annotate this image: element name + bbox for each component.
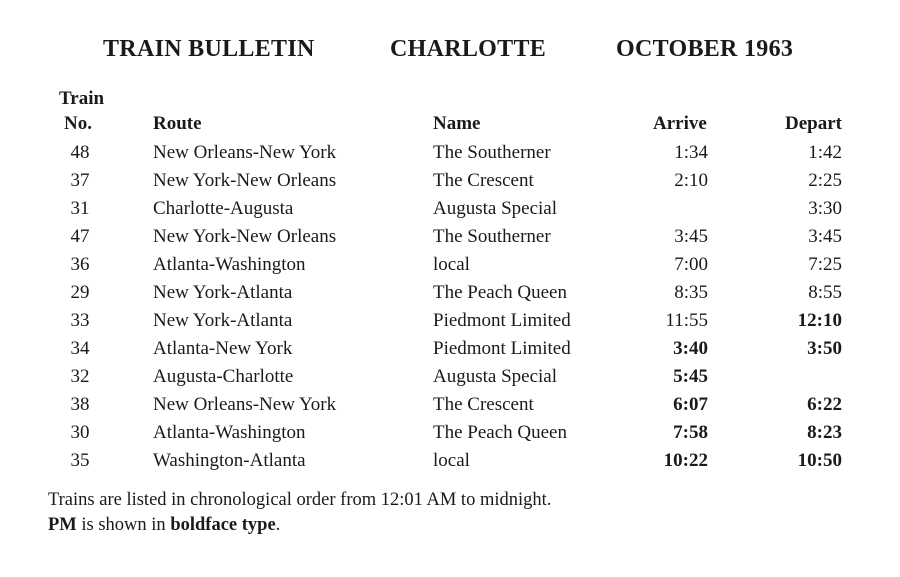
train-route: New York-New Orleans <box>153 226 337 247</box>
arrive-time: 7:00 <box>674 254 708 275</box>
footnote-bold-text: boldface type <box>170 515 276 535</box>
train-number: 37 <box>70 170 90 191</box>
footnote-line-2 <box>48 513 551 538</box>
depart-time: 10:50 <box>797 450 842 471</box>
train-number: 30 <box>70 422 90 443</box>
train-name: The Peach Queen <box>433 282 567 303</box>
table-row <box>0 224 900 252</box>
arrive-time: 2:10 <box>674 170 708 191</box>
footnote-mid-text: is shown in <box>76 515 171 535</box>
train-route: Charlotte-Augusta <box>153 198 294 219</box>
footnote-end-text: . <box>275 515 281 535</box>
footnote <box>48 488 551 538</box>
arrive-time: 10:22 <box>663 450 708 471</box>
depart-time: 3:30 <box>808 198 842 219</box>
train-name: local <box>433 254 470 275</box>
train-number: 36 <box>70 254 90 275</box>
train-name: The Peach Queen <box>433 422 567 443</box>
train-name: The Crescent <box>433 394 534 415</box>
arrive-time: 7:58 <box>673 422 708 443</box>
train-route: Washington-Atlanta <box>153 450 306 471</box>
train-route: New York-New Orleans <box>153 170 337 191</box>
table-row <box>0 168 900 196</box>
train-route: Augusta-Charlotte <box>153 366 294 387</box>
train-name: local <box>433 450 470 471</box>
arrive-time: 5:45 <box>673 366 708 387</box>
table-row <box>0 364 900 392</box>
arrive-time: 3:45 <box>674 226 708 247</box>
train-number: 33 <box>70 310 90 331</box>
train-route: Atlanta-Washington <box>153 422 306 443</box>
arrive-time: 6:07 <box>673 394 708 415</box>
table-header-row <box>0 113 900 139</box>
train-route: Atlanta-Washington <box>153 254 306 275</box>
column-header-arrive: Arrive <box>653 113 707 134</box>
depart-time: 7:25 <box>808 254 842 275</box>
column-header-train-no: No. <box>64 113 92 134</box>
column-header-depart: Depart <box>785 113 842 134</box>
table-row <box>0 392 900 420</box>
train-number: 31 <box>70 198 90 219</box>
depart-time: 3:50 <box>807 338 842 359</box>
table-row <box>0 280 900 308</box>
train-name: Piedmont Limited <box>433 310 571 331</box>
arrive-time: 1:34 <box>674 142 708 163</box>
depart-time: 6:22 <box>807 394 842 415</box>
train-route: New Orleans-New York <box>153 142 337 163</box>
train-name: Piedmont Limited <box>433 338 571 359</box>
depart-time: 8:23 <box>807 422 842 443</box>
footnote-line-1: Trains are listed in chronological order from 12:01 AM to midnight. <box>48 490 552 510</box>
train-route: New York-Atlanta <box>153 282 293 303</box>
bulletin-header <box>0 36 900 66</box>
depart-time: 3:45 <box>808 226 842 247</box>
train-route: Atlanta-New York <box>153 338 293 359</box>
train-number: 35 <box>70 450 90 471</box>
train-route: New York-Atlanta <box>153 310 293 331</box>
train-name: The Southerner <box>433 226 551 247</box>
train-number: 48 <box>70 142 90 163</box>
footnote-pm-label: PM <box>48 515 77 535</box>
depart-time: 8:55 <box>808 282 842 303</box>
column-header-name: Name <box>433 113 481 134</box>
table-row <box>0 196 900 224</box>
table-row <box>0 252 900 280</box>
train-number: 34 <box>70 338 90 359</box>
train-route: New Orleans-New York <box>153 394 337 415</box>
train-name: The Crescent <box>433 170 534 191</box>
arrive-time: 3:40 <box>673 338 708 359</box>
bulletin-city: CHARLOTTE <box>390 36 547 62</box>
table-row <box>0 336 900 364</box>
train-number: 38 <box>70 394 90 415</box>
train-number: 32 <box>70 366 90 387</box>
train-name: Augusta Special <box>433 198 558 219</box>
arrive-time: 8:35 <box>674 282 708 303</box>
train-number: 29 <box>70 282 90 303</box>
table-row <box>0 448 900 476</box>
depart-time: 2:25 <box>808 170 842 191</box>
table-row <box>0 140 900 168</box>
train-number: 47 <box>70 226 90 247</box>
column-header-route: Route <box>153 113 202 134</box>
train-name: Augusta Special <box>433 366 558 387</box>
table-row <box>0 308 900 336</box>
column-header-train-line1: Train <box>59 88 105 109</box>
table-body <box>0 140 900 476</box>
train-name: The Southerner <box>433 142 551 163</box>
depart-time: 1:42 <box>808 142 842 163</box>
bulletin-title: TRAIN BULLETIN <box>103 36 315 62</box>
table-row <box>0 420 900 448</box>
bulletin-date: OCTOBER 1963 <box>616 36 794 62</box>
depart-time: 12:10 <box>797 310 842 331</box>
arrive-time: 11:55 <box>665 310 708 331</box>
